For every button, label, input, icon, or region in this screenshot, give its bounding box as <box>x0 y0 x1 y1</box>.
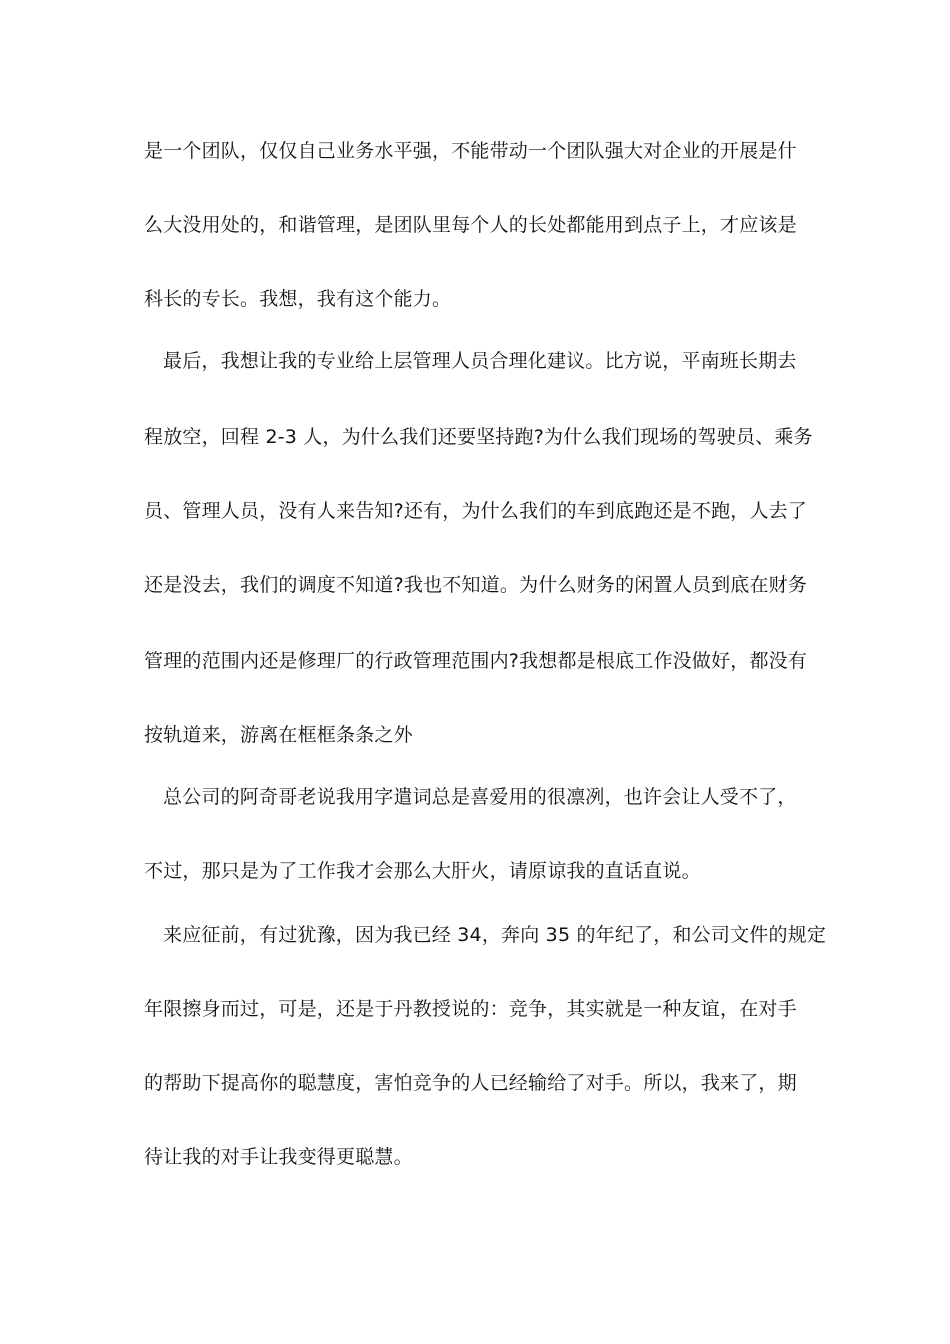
text-line: 还是没去，我们的调度不知道?我也不知道。为什么财务的闲置人员到底在财务 <box>144 574 808 596</box>
text-line: 不过，那只是为了工作我才会那么大肝火，请原谅我的直话直说。 <box>144 860 701 882</box>
paragraph-first-line: 总公司的阿奇哥老说我用字遣词总是喜爱用的很凛冽，也许会让人受不了， <box>163 786 797 808</box>
text-line: 科长的专长。我想，我有这个能力。 <box>144 288 452 310</box>
text-line: 的帮助下提高你的聪慧度，害怕竞争的人已经输给了对手。所以，我来了，期 <box>144 1072 797 1094</box>
text-line: 员、管理人员，没有人来告知?还有，为什么我们的车到底跑还是不跑，人去了 <box>144 500 808 522</box>
text-line: 程放空，回程 2-3 人，为什么我们还要坚持跑?为什么我们现场的驾驶员、乘务 <box>144 426 813 448</box>
text-line: 年限擦身而过，可是，还是于丹教授说的：竞争，其实就是一种友谊，在对手 <box>144 998 797 1020</box>
text-line: 待让我的对手让我变得更聪慧。 <box>144 1146 413 1168</box>
text-line: 么大没用处的，和谐管理，是团队里每个人的长处都能用到点子上，才应该是 <box>144 214 797 236</box>
paragraph-first-line: 来应征前，有过犹豫，因为我已经 34，奔向 35 的年纪了，和公司文件的规定 <box>163 924 827 946</box>
text-line: 管理的范围内还是修理厂的行政管理范围内?我想都是根底工作没做好，都没有 <box>144 650 808 672</box>
paragraph-first-line: 最后，我想让我的专业给上层管理人员合理化建议。比方说，平南班长期去 <box>163 350 797 372</box>
text-line: 按轨道来，游离在框框条条之外 <box>144 724 413 746</box>
text-line: 是一个团队，仅仅自己业务水平强，不能带动一个团队强大对企业的开展是什 <box>144 140 797 162</box>
